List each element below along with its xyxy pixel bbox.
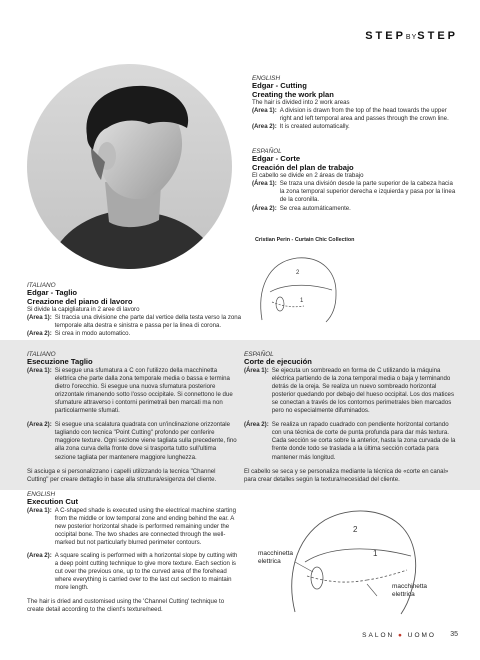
area-item (244, 367, 458, 416)
area-text: Se traza una división desde la parte superior de la cabeza hacia la zona temporal superior derecha e izquierda y pasa por la línea de la coronilla. (279, 180, 456, 204)
lang-label: ESPAÑOL (244, 351, 274, 358)
diagram-area-2-label: 2 (296, 270, 300, 276)
lang-label: ITALIANO (27, 351, 56, 358)
area-item (27, 330, 242, 338)
photo-caption: Cristian Perin - Curtain Chic Collection (255, 237, 355, 243)
section-subtitle: Creazione del piano di lavoro (27, 296, 133, 306)
diagram-area-2-label: 2 (353, 525, 358, 534)
english-execution (27, 491, 242, 614)
page-number: 35 (450, 631, 458, 638)
area-item (252, 107, 457, 123)
area-text: A square scaling is performed with a horizontal slope by cutting with a deep point cutting technique to give more texture. Each section is cut over the previous one, up to the curved area of the forehead where everything is carried over to the last cut section to maintain more length. (54, 552, 238, 592)
area-item (27, 314, 242, 330)
lang-label: ENGLISH (27, 491, 56, 498)
step-by-step-header (365, 30, 458, 42)
area-item (27, 507, 242, 547)
section-title: Execution Cut (27, 497, 79, 506)
section-subtitle: Creación del plan de trabajo (252, 162, 354, 172)
area-key: (Área 2): (244, 421, 269, 429)
diagram-area-1-label: 1 (373, 549, 378, 558)
header-step-1: STEP (365, 30, 406, 42)
area-key: (Área 1): (252, 180, 277, 188)
diagram-area-1-label: 1 (300, 298, 304, 304)
portrait-photo (27, 64, 232, 269)
section-title: Edgar - Corte (252, 154, 301, 163)
area-text: Se ejecuta un sombreado en forma de C utilizando la máquina eléctrica partiendo de la zona temporal media o baja y terminando detrás de la oreja. Se realiza un nuevo sombreado horizontal posterior quedando por debajo del hueso occipital. Los dos matices se conectan a través de los contornos perimetrales bien marcados pero no especialmente difuminados. (271, 366, 454, 415)
area-item (252, 205, 457, 213)
area-text: Si esegue una scalatura quadrata con un'inclinazione orizzontale tagliando con tecnica "Point Cutting" profondo per conferire maggiore texture. Ogni sezione viene tagliata sulla precedente, fino alla zona curva della fronte dove si trasporta tutto sull'ultima sezione tagliata per mantenere maggiore lunghezza. (54, 421, 237, 461)
area-text: A C-shaped shade is executed using the electrical machine starting from the middle or low temporal zone and ending behind the ear. A new posterior horizontal shade is performed remaining under the occipital bone. The two shades are connected through the well-marked but not particularly blurred perimeter contours. (54, 506, 236, 546)
section-subtitle: Creating the work plan (252, 89, 334, 99)
area-key: (Area 1): (252, 107, 277, 115)
portrait-illustration (27, 64, 232, 269)
outro-text: Si asciuga e si personalizzano i capelli utilizzando la tecnica "Channel Cutting" per creare dettaglio in base alla struttura/esigenza del cliente. (27, 467, 217, 483)
area-key: (Area 2): (27, 330, 52, 338)
area-key: (Area 2): (252, 123, 277, 131)
area-text: Si traccia una divisione che parte dal vertice della testa verso la zona temporale alta destra e sinistra e passa per la linea di corona. (54, 314, 242, 330)
head-diagram-small (252, 250, 347, 330)
intro-text: The hair is divided into 2 work areas (252, 99, 350, 107)
area-key: (Área 1): (244, 366, 269, 374)
lang-label: ENGLISH (252, 75, 281, 82)
outro-text: The hair is dried and customised using the 'Channel Cutting' technique to create detail according to the client's texture/need. (27, 597, 225, 613)
diagram-label-clipper-right: macchinetta elettrica (392, 583, 428, 598)
header-step-2: STEP (417, 30, 458, 42)
area-item (252, 123, 457, 131)
section-title: Edgar - Taglio (27, 288, 78, 297)
area-text: Se crea automáticamente. (279, 204, 351, 212)
lang-label: ESPAÑOL (252, 148, 282, 155)
spanish-work-plan (252, 148, 457, 213)
area-item (252, 180, 457, 204)
area-key: (Área 2): (252, 204, 277, 212)
footer-brand (362, 632, 436, 639)
area-text: Si esegue una sfumatura a C con l'utilizzo della macchinetta elettrica che parte dalla zona temporale media o bassa e termina dietro l'orecchio. Si esegue una nuova sfumatura posteriore orizzontale rimanendo sotto l'osso occipitale. Si connettono le due sfumature attraverso i contorni perimetrali ben marcati ma non particolarmente sfumati. (54, 366, 233, 415)
footer-brand-salon: SALON (362, 632, 395, 639)
lang-label: ITALIANO (27, 282, 56, 289)
spanish-execution (244, 351, 458, 484)
english-work-plan (252, 75, 457, 132)
header-by: BY (405, 34, 418, 41)
outro-text: El cabello se seca y se personaliza mediante la técnica de «corte en canal» para crear detalles según la textura/necesidad del cliente. (244, 467, 449, 483)
area-text: Si crea in modo automatico. (54, 330, 131, 338)
section-title: Edgar - Cutting (252, 81, 307, 90)
intro-text: El cabello se divide en 2 áreas de trabajo (252, 172, 364, 180)
area-text: It is created automatically. (279, 123, 350, 131)
area-item (27, 421, 237, 461)
area-key: (Area 1): (27, 506, 52, 514)
diagram-label-clipper-left: macchinetta elettrica (258, 550, 294, 565)
area-text: A division is drawn from the top of the head towards the upper right and left temporal area and passes through the crown line. (279, 107, 449, 123)
italian-execution (27, 351, 237, 484)
area-key: (Area 1): (27, 314, 52, 322)
intro-text: Si divide la capigliatura in 2 aree di lavoro (27, 306, 140, 314)
section-title: Corte de ejecución (244, 357, 312, 366)
section-title: Esecuzione Taglio (27, 357, 93, 366)
area-key: (Area 1): (27, 366, 52, 374)
footer-brand-uomo: UOMO (407, 632, 436, 639)
area-item (27, 367, 237, 416)
area-item (27, 552, 242, 592)
area-text: Se realiza un rapado cuadrado con pendiente horizontal cortando con una técnica de corte de punta profunda para dar más textura. Cada sección se corta sobre la anterior, hasta la zona curvada de la frente donde todo se traslada a la última sección cortada para mantener más longitud. (271, 421, 456, 461)
area-item (244, 421, 458, 461)
area-key: (Area 2): (27, 552, 52, 560)
area-key: (Area 2): (27, 421, 52, 429)
italian-work-plan (27, 282, 242, 339)
footer-dot-icon: ● (398, 632, 404, 639)
